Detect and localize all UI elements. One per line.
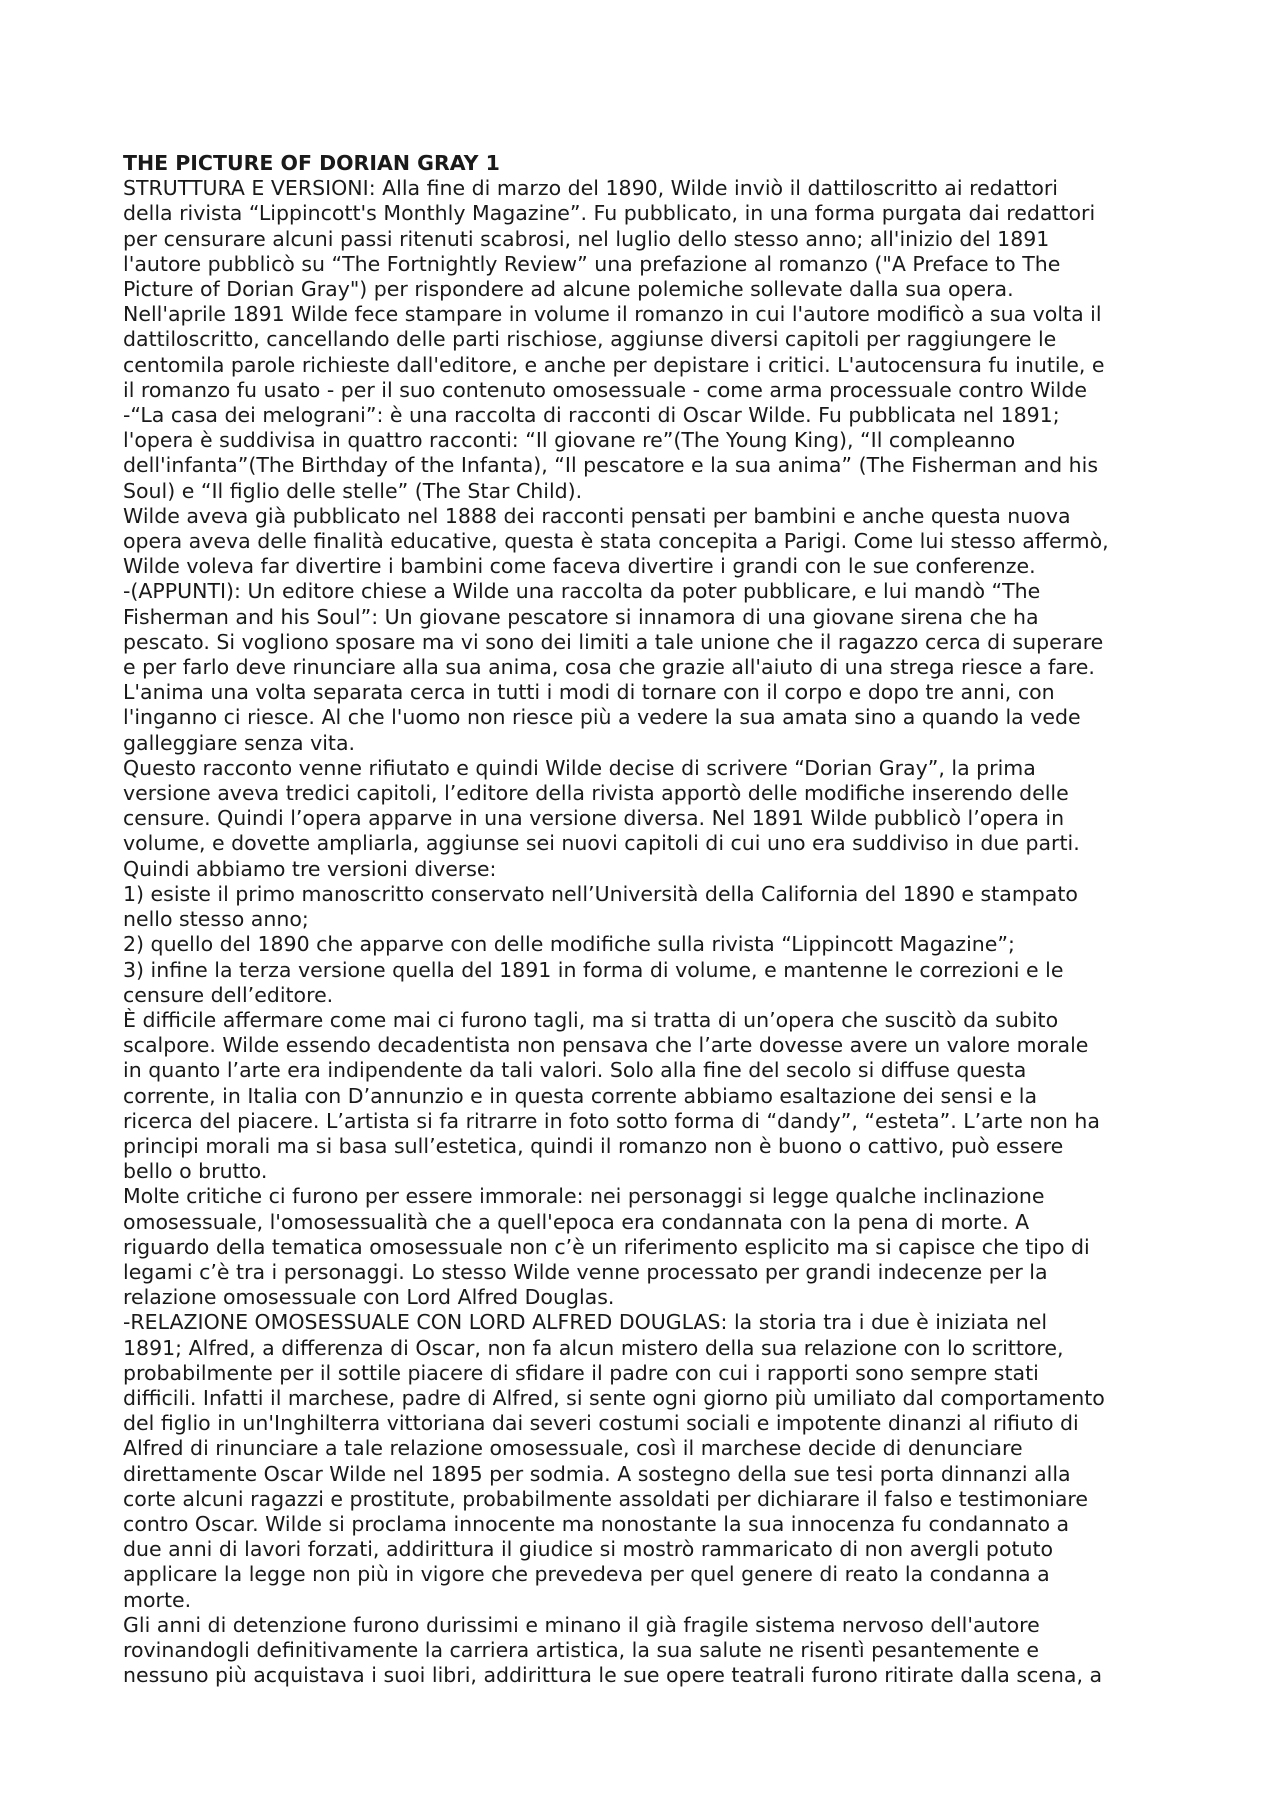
text-line: censure dell’editore. [123, 982, 334, 1007]
text-line: volume, e dovette ampliarla, aggiunse sei nuovi capitoli di cui uno era suddiviso in due parti. [123, 831, 1080, 856]
text-line: applicare la legge non più in vigore che prevedeva per quel genere di reato la condanna a [123, 1562, 1050, 1587]
text-line: 1891; Alfred, a differenza di Oscar, non fa alcun mistero della sua relazione con lo scrittore, [123, 1335, 1064, 1360]
text-line: morte. [123, 1587, 192, 1612]
text-line: corte alcuni ragazzi e prostitute, probabilmente assoldati per dichiarare il falso e testimoniare [123, 1486, 1089, 1511]
text-line: -RELAZIONE OMOSESSUALE CON LORD ALFRED DOUGLAS: la storia tra i due è iniziata nel [123, 1310, 1048, 1335]
text-line: relazione omosessuale con Lord Alfred Douglas. [123, 1285, 615, 1310]
text-line: l'inganno ci riesce. Al che l'uomo non riesce più a vedere la sua amata sino a quando la vede [123, 705, 1081, 730]
text-line: difficili. Infatti il marchese, padre di Alfred, si sente ogni giorno più umiliato dal comportamento [123, 1385, 1105, 1410]
text-line: per censurare alcuni passi ritenuti scabrosi, nel luglio dello stesso anno; all'inizio del 1891 [123, 226, 1050, 251]
text-line: pescato. Si vogliono sposare ma vi sono dei limiti a tale unione che il ragazzo cerca di superare [123, 629, 1104, 654]
text-line: l'opera è suddivisa in quattro racconti: “Il giovane re”(The Young King), “Il compleanno [123, 428, 1016, 453]
text-line: Quindi abbiamo tre versioni diverse: [123, 856, 497, 881]
text-line: omosessuale, l'omosessualità che a quell'epoca era condannata con la pena di morte. A [123, 1209, 1030, 1234]
document-title: THE PICTURE OF DORIAN GRAY 1 [123, 151, 500, 175]
text-line: nessuno più acquistava i suoi libri, addirittura le sue opere teatrali furono ritirate dalla scena, a [123, 1663, 1103, 1688]
text-line: Alfred di rinunciare a tale relazione omosessuale, così il marchese decide di denunciare [123, 1436, 1023, 1461]
text-line: Fisherman and his Soul”: Un giovane pescatore si innamora di una giovane sirena che ha [123, 604, 1039, 629]
text-line: galleggiare senza vita. [123, 730, 356, 755]
text-line: il romanzo fu usato - per il suo contenuto omosessuale - come arma processuale contro Wilde [123, 377, 1087, 402]
text-line: L'anima una volta separata cerca in tutti i modi di tornare con il corpo e dopo tre anni, con [123, 680, 1055, 705]
text-line: Picture of Dorian Gray") per rispondere ad alcune polemiche sollevate dalla sua opera. [123, 277, 1014, 302]
text-line: censure. Quindi l’opera apparve in una versione diversa. Nel 1891 Wilde pubblicò l’opera in [123, 806, 1065, 831]
text-line: ricerca del piacere. L’artista si fa ritrarre in foto sotto forma di “dandy”, “esteta”. L’arte non ha [123, 1108, 1100, 1133]
text-line: in quanto l’arte era indipendente da tali valori. Solo alla fine del secolo si diffuse questa [123, 1058, 1027, 1083]
text-line: Soul) e “Il figlio delle stelle” (The Star Child). [123, 478, 583, 503]
text-line: -“La casa dei melograni”: è una raccolta di racconti di Oscar Wilde. Fu pubblicata nel 1891; [123, 403, 1060, 428]
text-line: probabilmente per il sottile piacere di sfidare il padre con cui i rapporti sono sempre stati [123, 1360, 1039, 1385]
text-line: scalpore. Wilde essendo decadentista non pensava che l’arte dovesse avere un valore morale [123, 1033, 1089, 1058]
document-page [123, 151, 1173, 1688]
text-line: Molte critiche ci furono per essere immorale: nei personaggi si legge qualche inclinazione [123, 1184, 1045, 1209]
text-line: rovinandogli definitivamente la carriera artistica, la sua salute ne risentì pesantemente e [123, 1637, 1039, 1662]
text-line: Questo racconto venne rifiutato e quindi Wilde decise di scrivere “Dorian Gray”, la prima [123, 755, 1036, 780]
text-line: 3) infine la terza versione quella del 1891 in forma di volume, e mantenne le correzioni e le [123, 957, 1064, 982]
text-line: Gli anni di detenzione furono durissimi e minano il già fragile sistema nervoso dell'autore [123, 1612, 1040, 1637]
document-body [123, 176, 1173, 1688]
text-line: bello o brutto. [123, 1159, 268, 1184]
text-line: direttamente Oscar Wilde nel 1895 per sodmia. A sostegno della sue tesi porta dinnanzi alla [123, 1461, 1071, 1486]
text-line: dell'infanta”(The Birthday of the Infanta), “Il pescatore e la sua anima” (The Fisherman and his [123, 453, 1099, 478]
text-line: del figlio in un'Inghilterra vittoriana dai severi costumi sociali e impotente dinanzi al rifiuto di [123, 1411, 1079, 1436]
text-line: -(APPUNTI): Un editore chiese a Wilde una raccolta da poter pubblicare, e lui mandò “The [123, 579, 1041, 604]
text-line: versione aveva tredici capitoli, l’editore della rivista apportò delle modifiche inserendo delle [123, 781, 1069, 806]
text-line: opera aveva delle finalità educative, questa è stata concepita a Parigi. Come lui stesso affermò, [123, 529, 1109, 554]
text-line: È difficile affermare come mai ci furono tagli, ma si tratta di un’opera che suscitò da subito [123, 1007, 1059, 1032]
text-line: della rivista “Lippincott's Monthly Magazine”. Fu pubblicato, in una forma purgata dai redattori [123, 201, 1096, 226]
text-line: corrente, in Italia con D’annunzio e in questa corrente abbiamo esaltazione dei sensi e la [123, 1083, 1038, 1108]
text-line: nello stesso anno; [123, 907, 309, 932]
text-line: 2) quello del 1890 che apparve con delle modifiche sulla rivista “Lippincott Magazine”; [123, 932, 1015, 957]
text-line: contro Oscar. Wilde si proclama innocente ma nonostante la sua innocenza fu condannato a [123, 1511, 1070, 1536]
text-line: e per farlo deve rinunciare alla sua anima, cosa che grazie all'aiuto di una strega riesce a fare. [123, 655, 1095, 680]
text-line: STRUTTURA E VERSIONI: Alla fine di marzo del 1890, Wilde inviò il dattiloscritto ai redattori [123, 176, 1058, 201]
text-line: 1) esiste il primo manoscritto conservato nell’Università della California del 1890 e stampato [123, 881, 1078, 906]
text-line: centomila parole richieste dall'editore, e anche per depistare i critici. L'autocensura fu inutile, e [123, 352, 1105, 377]
text-line: legami c’è tra i personaggi. Lo stesso Wilde venne processato per grandi indecenze per la [123, 1259, 1048, 1284]
text-line: riguardo della tematica omosessuale non c’è un riferimento esplicito ma si capisce che tipo di [123, 1234, 1090, 1259]
text-line: Wilde aveva già pubblicato nel 1888 dei racconti pensati per bambini e anche questa nuova [123, 503, 1071, 528]
text-line: Wilde voleva far divertire i bambini come faceva divertire i grandi con le sue conferenze. [123, 554, 1036, 579]
text-line: due anni di lavori forzati, addirittura il giudice si mostrò rammaricato di non avergli potuto [123, 1537, 1054, 1562]
text-line: dattiloscritto, cancellando delle parti rischiose, aggiunse diversi capitoli per raggiungere le [123, 327, 1057, 352]
text-line: Nell'aprile 1891 Wilde fece stampare in volume il romanzo in cui l'autore modificò a sua volta il [123, 302, 1102, 327]
text-line: l'autore pubblicò su “The Fortnightly Review” una prefazione al romanzo ("A Preface to The [123, 251, 1061, 276]
text-line: principi morali ma si basa sull’estetica, quindi il romanzo non è buono o cattivo, può essere [123, 1133, 1064, 1158]
